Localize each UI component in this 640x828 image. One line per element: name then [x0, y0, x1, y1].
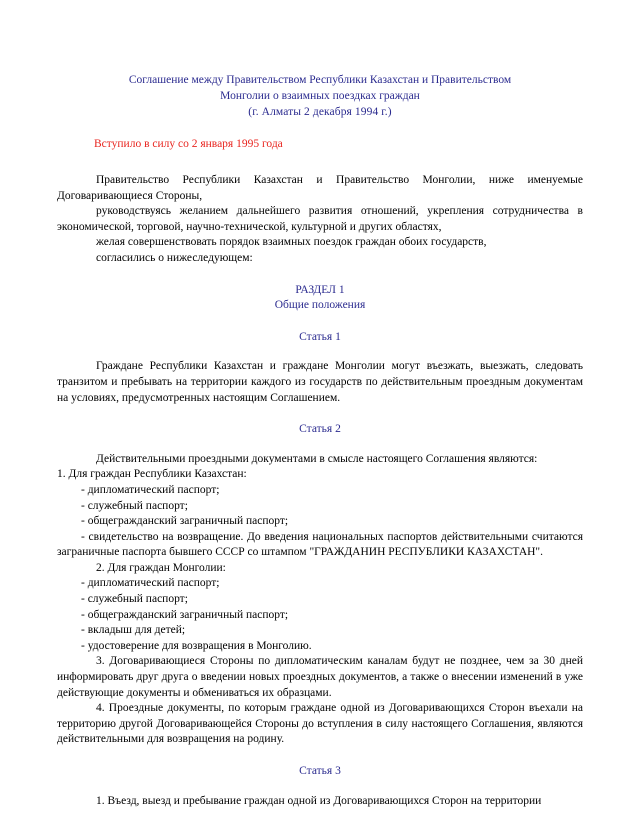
- article-3-heading: Статья 3: [299, 765, 341, 777]
- article-2-item-mn-intro: 2. Для граждан Монголии:: [96, 561, 226, 574]
- article-2-item-kz-4: - свидетельство на возвращение. До введения национальных паспортов действительными считаются заграничные паспорта бывшего СССР со штампом "ГРАЖДАНИН РЕСПУБЛИКИ КАЗАХСТАН".: [57, 530, 583, 559]
- section-number: РАЗДЕЛ 1: [295, 283, 345, 296]
- article-2-item-mn-4: - вкладыш для детей;: [81, 624, 186, 637]
- title-line-1: Соглашение между Правительством Республики Казахстан и Правительством: [128, 74, 512, 86]
- preamble-paragraph-3: желая совершенствовать порядок взаимных поездок граждан обоих государств,: [96, 236, 487, 249]
- article-3-paragraph-1: 1. Въезд, выезд и пребывание граждан одной из Договаривающихся Сторон на территории: [96, 794, 542, 807]
- section-title: Общие положения: [274, 299, 366, 312]
- spacer: [57, 152, 583, 173]
- spacer: [57, 267, 583, 283]
- spacer: [57, 780, 583, 794]
- document-content: [57, 72, 583, 809]
- article-2-item-mn-3: - общегражданский заграничный паспорт;: [81, 608, 289, 621]
- spacer: [57, 406, 583, 422]
- preamble-paragraph-4: согласились о нижеследующем:: [96, 251, 253, 264]
- article-1-paragraph-1: Граждане Республики Казахстан и граждане Монголии могут въезжать, выезжать, следовать транзитом и пребывать на территории каждого из государств по действительным проездным документам на условиях, предусмотренных настоящим Соглашением.: [57, 360, 583, 404]
- article-2-item-kz-intro: 1. Для граждан Республики Казахстан:: [57, 468, 247, 481]
- article-2-item-kz-1: - дипломатический паспорт;: [81, 483, 220, 496]
- article-2-item-mn-5: - удостоверение для возвращения в Монголию.: [81, 639, 312, 652]
- article-2-paragraph-4: 4. Проездные документы, по которым граждане одной из Договаривающихся Сторон въехали на территорию другой Договаривающейся Стороны до вступления в силу настоящего Соглашения, являются действительными для возвращения на родину.: [57, 702, 583, 746]
- section-heading: [57, 283, 583, 314]
- article-2-heading: Статья 2: [299, 423, 341, 436]
- spacer: [57, 345, 583, 359]
- effective-date-notice: Вступило в силу со 2 января 1995 года: [94, 138, 283, 150]
- article-2-item-mn-1: - дипломатический паспорт;: [81, 577, 220, 590]
- article-2-item-kz-3: - общегражданский заграничный паспорт;: [81, 515, 289, 528]
- spacer: [57, 314, 583, 330]
- preamble-paragraph-1: Правительство Республики Казахстан и Правительство Монголии, ниже именуемые Договаривающиеся Стороны,: [57, 174, 583, 202]
- article-1-heading: Статья 1: [299, 330, 341, 343]
- article-2-paragraph-1: Действительными проездными документами в смысле настоящего Соглашения являются:: [96, 452, 538, 465]
- article-2-item-mn-2: - служебный паспорт;: [81, 593, 188, 606]
- title-line-3: (г. Алматы 2 декабря 1994 г.): [248, 106, 392, 118]
- article-2-item-kz-2: - служебный паспорт;: [81, 499, 188, 512]
- document-title: [57, 72, 583, 120]
- preamble-paragraph-2: руководствуясь желанием дальнейшего развития отношений, укрепления сотрудничества в экономической, торговой, научно-технической, культурной и других областях,: [57, 205, 583, 233]
- spacer: [57, 748, 583, 764]
- article-2-paragraph-3: 3. Договаривающиеся Стороны по дипломатическим каналам будут не позднее, чем за 30 дней информировать друг друга о введении новых проездных документов, а также о внесении изменений в уже действующие документы и обмениваться их образцами.: [57, 655, 583, 699]
- spacer: [57, 438, 583, 452]
- title-line-2: Монголии о взаимных поездках граждан: [220, 90, 420, 102]
